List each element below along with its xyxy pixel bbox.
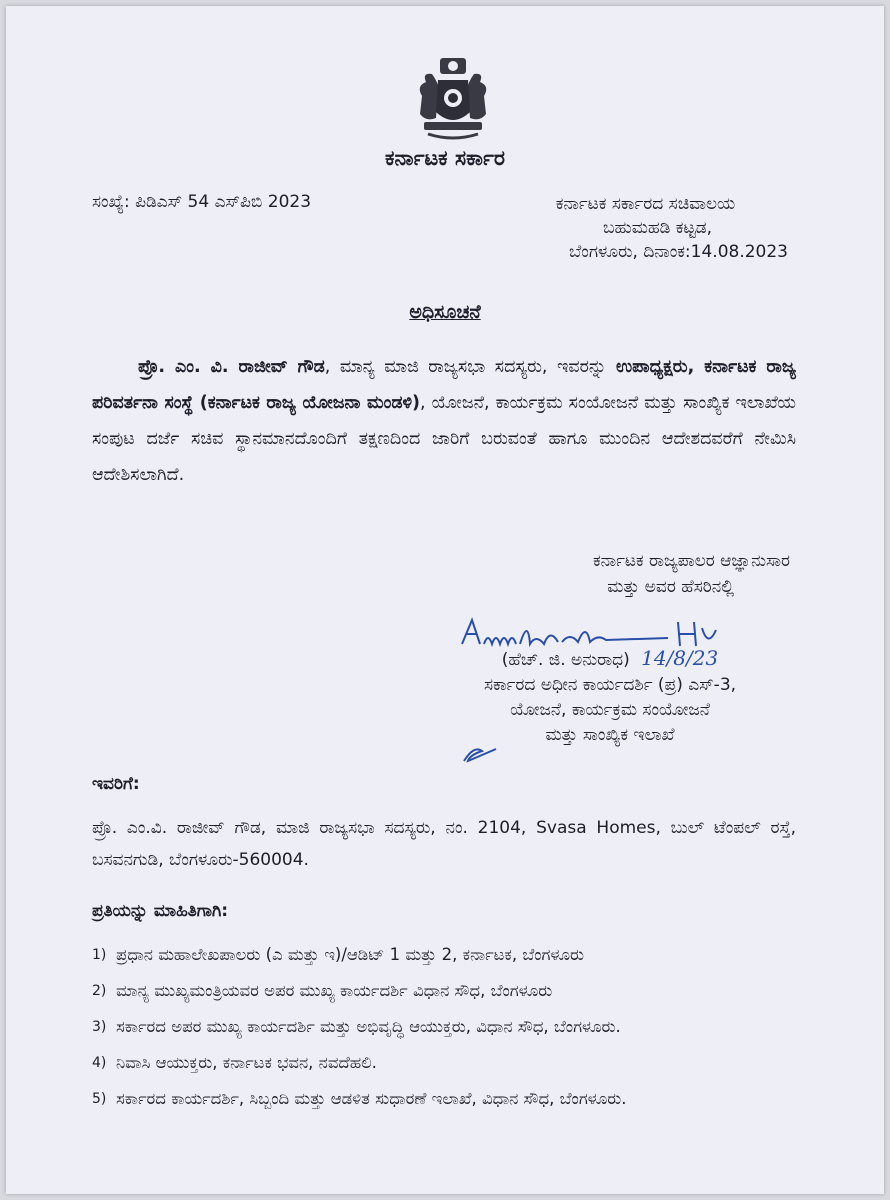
signatory-block xyxy=(420,646,800,748)
copy-list xyxy=(92,941,802,1121)
list-item: 2) ಮಾನ್ಯ ಮುಖ್ಯಮಂತ್ರಿಯವರ ಅಪರ ಮುಖ್ಯ ಕಾರ್ಯದರ್ಶಿ ವಿಧಾನ ಸೌಧ, ಬೆಂಗಳೂರು xyxy=(92,981,553,1000)
body-part-1: , ಮಾನ್ಯ ಮಾಜಿ ರಾಜ್ಯಸಭಾ ಸದಸ್ಯರು, ಇವರನ್ನು xyxy=(324,357,616,377)
office-address xyxy=(503,192,788,264)
notification-body xyxy=(92,349,796,493)
office-line-3: ಬೆಂಗಳೂರು, ದಿನಾಂಕ:14.08.2023 xyxy=(569,242,788,262)
copy-heading: ಪ್ರತಿಯನ್ನು ಮಾಹಿತಿಗಾಗಿ: xyxy=(92,901,229,921)
signatory-designation-3: ಮತ್ತು ಸಾಂಖ್ಯಿಕ ಇಲಾಖೆ xyxy=(545,725,675,745)
list-item: 5) ಸರ್ಕಾರದ ಕಾರ್ಯದರ್ಶಿ, ಸಿಬ್ಬಂದಿ ಮತ್ತು ಆಡಳಿತ ಸುಧಾರಣೆ ಇಲಾಖೆ, ವಿಧಾನ ಸೌಧ, ಬೆಂಗಳೂರು. xyxy=(92,1089,627,1108)
signatory-designation-1: ಸರ್ಕಾರದ ಅಧೀನ ಕಾರ್ಯದರ್ಶಿ (ಪ್ರ) ಎಸ್-3, xyxy=(483,675,737,695)
signature-date: 14/8/23 xyxy=(641,646,719,670)
notification-title: ಅಧಿಸೂಚನೆ xyxy=(409,301,481,323)
karnataka-emblem-icon xyxy=(398,56,508,142)
list-item: 3) ಸರ್ಕಾರದ ಅಪರ ಮುಖ್ಯ ಕಾರ್ಯದರ್ಶಿ ಮತ್ತು ಅಭಿವೃದ್ಧಿ ಆಯುಕ್ತರು, ವಿಧಾನ ಸೌಧ, ಬೆಂಗಳೂರು. xyxy=(92,1017,621,1036)
reference-number: ಸಂಖ್ಯೆ: ಪಿಡಿಎಸ್ 54 ಎಸ್‌ಪಿಬಿ 2023 xyxy=(92,192,312,212)
order-line-1: ಕರ್ನಾಟಕ ರಾಜ್ಯಪಾಲರ ಆಜ್ಞಾನುಸಾರ xyxy=(592,551,790,571)
signatory-name: (ಹೆಚ್. ಜಿ. ಅನುರಾಧ) xyxy=(501,650,630,670)
appointee-name: ಪ್ರೊ. ಎಂ. ವಿ. ರಾಜೀವ್ ಗೌಡ xyxy=(138,357,325,377)
order-line-2: ಮತ್ತು ಅವರ ಹೆಸರಿನಲ್ಲಿ xyxy=(607,577,734,597)
office-line-1: ಕರ್ನಾಟಕ ಸರ್ಕಾರದ ಸಚಿವಾಲಯ xyxy=(555,194,736,214)
handwritten-initial xyxy=(460,741,500,767)
list-item: 4) ನಿವಾಸಿ ಆಯುಕ್ತರು, ಕರ್ನಾಟಕ ಭವನ, ನವದೆಹಲಿ. xyxy=(92,1053,377,1072)
list-item: 1) ಪ್ರಧಾನ ಮಹಾಲೇಖಪಾಲರು (ಎ ಮತ್ತು ಇ)/ಆಡಿಟ್ 1 ಮತ್ತು 2, ಕರ್ನಾಟಕ, ಬೆಂಗಳೂರು xyxy=(92,945,584,964)
government-heading: ಕರ್ನಾಟಕ ಸರ್ಕಾರ xyxy=(385,146,505,170)
recipient-address: ಪ್ರೊ. ಎಂ.ವಿ. ರಾಜೀವ್ ಗೌಡ, ಮಾಜಿ ರಾಜ್ಯಸಭಾ ಸದಸ್ಯರು, ನಂ. 2104, Svasa Homes, ಬುಲ್ ಟೆಂಪಲ್ ರಸ್ತೆ, ಬಸವನಗುಡಿ, ಬೆಂಗಳೂರು-560004. xyxy=(92,818,796,870)
appointed-post: ಉಪಾಧ್ಯಕ್ಷರು, ಕರ್ನಾಟಕ ರಾಜ್ಯ ಪರಿವರ್ತನಾ ಸಂಸ್ಥೆ (ಕರ್ನಾಟಕ ರಾಜ್ಯ ಯೋಜನಾ ಮಂಡಳಿ) xyxy=(92,357,796,413)
body-part-2: , ಯೋಜನೆ, ಕಾರ್ಯಕ್ರಮ ಸಂಯೋಜನೆ ಮತ್ತು ಸಾಂಖ್ಯಿಕ ಇಲಾಖೆಯ ಸಂಪುಟ ದರ್ಜೆ ಸಚಿವ ಸ್ಥಾನಮಾನದೊಂದಿಗೆ ತಕ್ಷಣದಿಂದ ಜಾರಿಗೆ ಬರುವಂತೆ ಹಾಗೂ ಮುಂದಿನ ಆದೇಶದವರೆಗೆ ನೇಮಿಸಿ ಆದೇಶಿಸಲಾಗಿದೆ. xyxy=(92,393,797,485)
recipient-heading: ಇವರಿಗೆ: xyxy=(92,774,140,794)
document-page xyxy=(6,6,884,1194)
office-line-2: ಬಹುಮಹಡಿ ಕಟ್ಟಡ, xyxy=(603,218,712,238)
signatory-designation-2: ಯೋಜನೆ, ಕಾರ್ಯಕ್ರಮ ಸಂಯೋಜನೆ xyxy=(510,700,710,720)
